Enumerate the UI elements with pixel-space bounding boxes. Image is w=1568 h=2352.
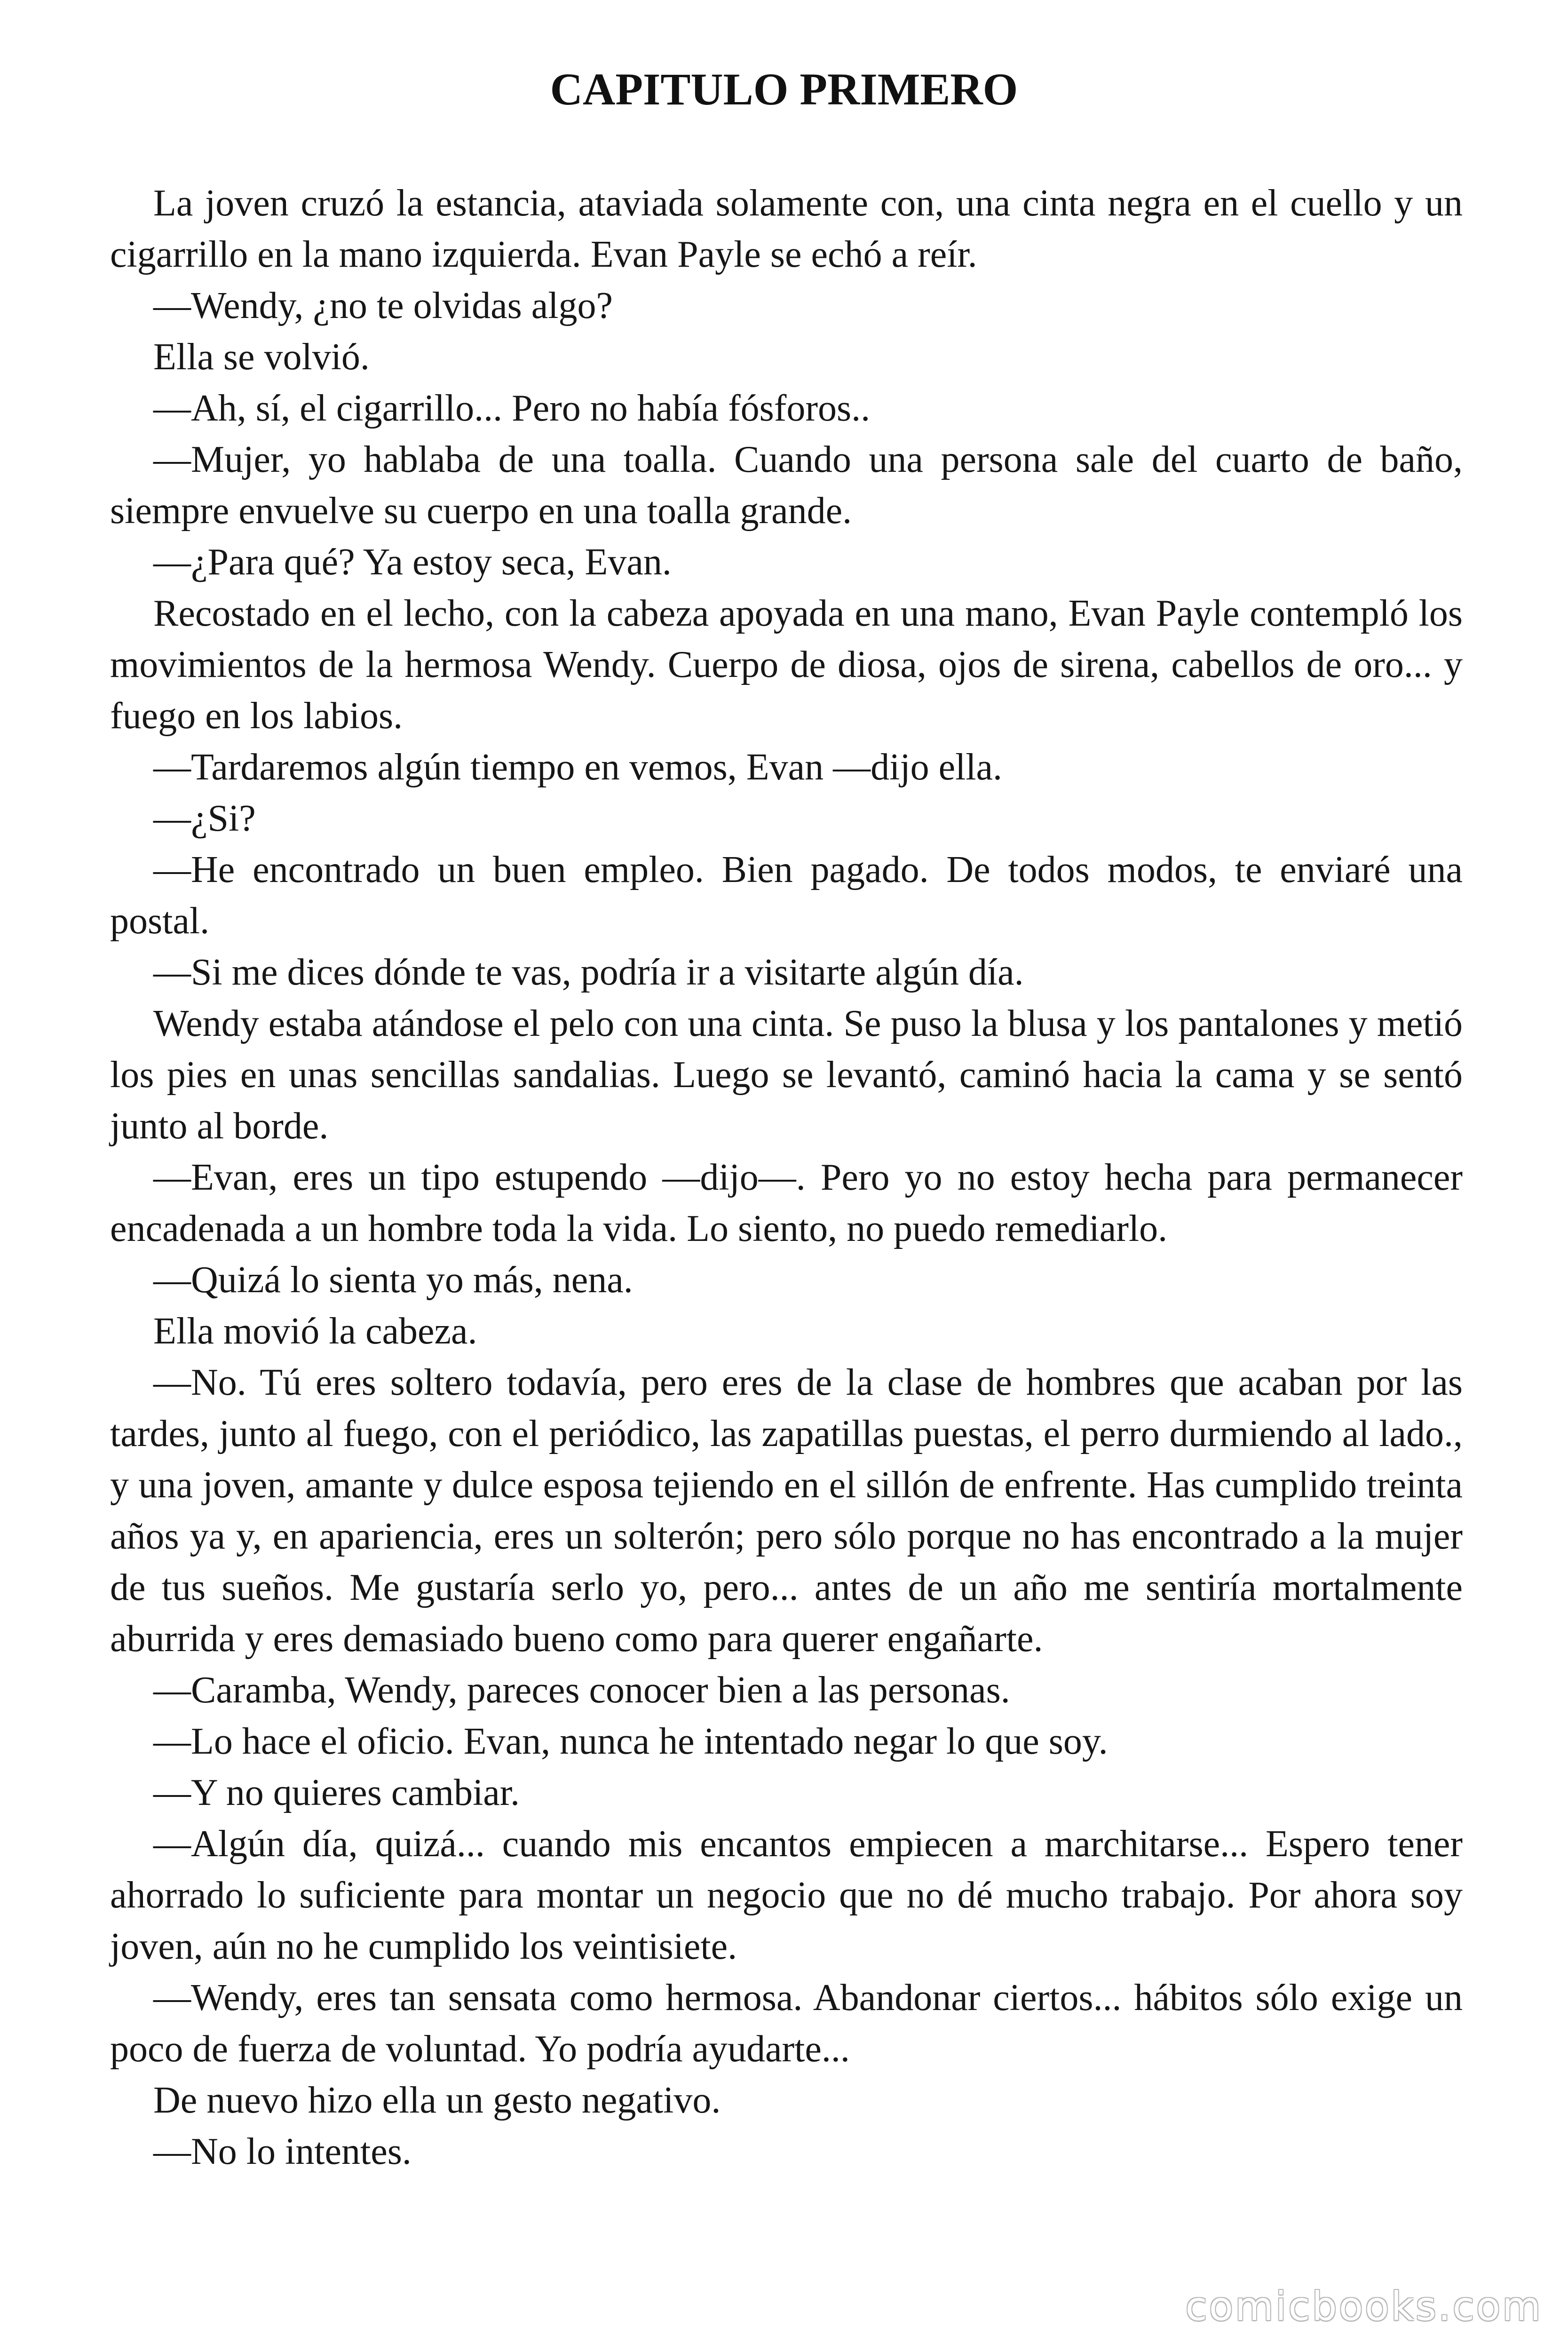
paragraph: —Lo hace el oficio. Evan, nunca he intentado negar lo que soy.	[153, 1721, 1108, 1762]
paragraph: —Algún día, quizá... cuando mis encantos empiecen a marchitarse... Espero tener ahorrado lo suficiente para montar un negocio que no dé mucho trabajo. Por ahora soy joven, aún no he cumplido los veintisiete.	[110, 1823, 1463, 1967]
paragraph: Ella se volvió.	[153, 336, 370, 378]
paragraph: De nuevo hizo ella un gesto negativo.	[153, 2080, 721, 2121]
paragraph: —Wendy, ¿no te olvidas algo?	[153, 285, 613, 326]
chapter-body	[110, 178, 1463, 2177]
paragraph: —Tardaremos algún tiempo en vemos, Evan —dijo ella.	[153, 747, 1003, 788]
paragraph: —Si me dices dónde te vas, podría ir a visitarte algún día.	[153, 952, 1024, 993]
paragraph: —Ah, sí, el cigarrillo... Pero no había fósforos..	[153, 388, 871, 429]
paragraph: —Wendy, eres tan sensata como hermosa. Abandonar ciertos... hábitos sólo exige un poco de fuerza de voluntad. Yo podría ayudarte...	[110, 1977, 1463, 2070]
paragraph: —Evan, eres un tipo estupendo —dijo—. Pero yo no estoy hecha para permanecer encadenada a un hombre toda la vida. Lo siento, no puedo remediarlo.	[110, 1157, 1463, 1249]
watermark: comicbooks.com	[1185, 2283, 1543, 2329]
paragraph: Recostado en el lecho, con la cabeza apoyada en una mano, Evan Payle contempló los movimientos de la hermosa Wendy. Cuerpo de diosa, ojos de sirena, cabellos de oro... y fuego en los labios.	[110, 593, 1463, 737]
chapter-title: CAPITULO PRIMERO	[550, 64, 1018, 114]
paragraph: Wendy estaba atándose el pelo con una cinta. Se puso la blusa y los pantalones y metió los pies en unas sencillas sandalias. Luego se levantó, caminó hacia la cama y se sentó junto al borde.	[110, 1003, 1463, 1147]
paragraph: —Y no quieres cambiar.	[153, 1772, 520, 1813]
paragraph: Ella movió la cabeza.	[153, 1311, 477, 1352]
paragraph: —No lo intentes.	[153, 2131, 412, 2172]
paragraph: —¿Si?	[153, 798, 256, 839]
paragraph: —Quizá lo sienta yo más, nena.	[153, 1259, 633, 1301]
paragraph: —¿Para qué? Ya estoy seca, Evan.	[153, 541, 672, 583]
paragraph: —Caramba, Wendy, pareces conocer bien a las personas.	[153, 1669, 1010, 1711]
paragraph: —He encontrado un buen empleo. Bien pagado. De todos modos, te enviaré una postal.	[110, 849, 1463, 942]
paragraph: —Mujer, yo hablaba de una toalla. Cuando una persona sale del cuarto de baño, siempre envuelve su cuerpo en una toalla grande.	[110, 439, 1463, 532]
paragraph: —No. Tú eres soltero todavía, pero eres de la clase de hombres que acaban por las tardes, junto al fuego, con el periódico, las zapatillas puestas, el perro durmiendo al lado., y una joven, amante y dulce esposa tejiendo en el sillón de enfrente. Has cumplido treinta años ya y, en apariencia, eres un solterón; pero sólo porque no has encontrado a la mujer de tus sueños. Me gustaría serlo yo, pero... antes de un año me sentiría mortalmente aburrida y eres demasiado bueno como para querer engañarte.	[110, 1362, 1463, 1660]
paragraph: La joven cruzó la estancia, ataviada solamente con, una cinta negra en el cuello y un cigarrillo en la mano izquierda. Evan Payle se echó a reír.	[110, 183, 1463, 275]
